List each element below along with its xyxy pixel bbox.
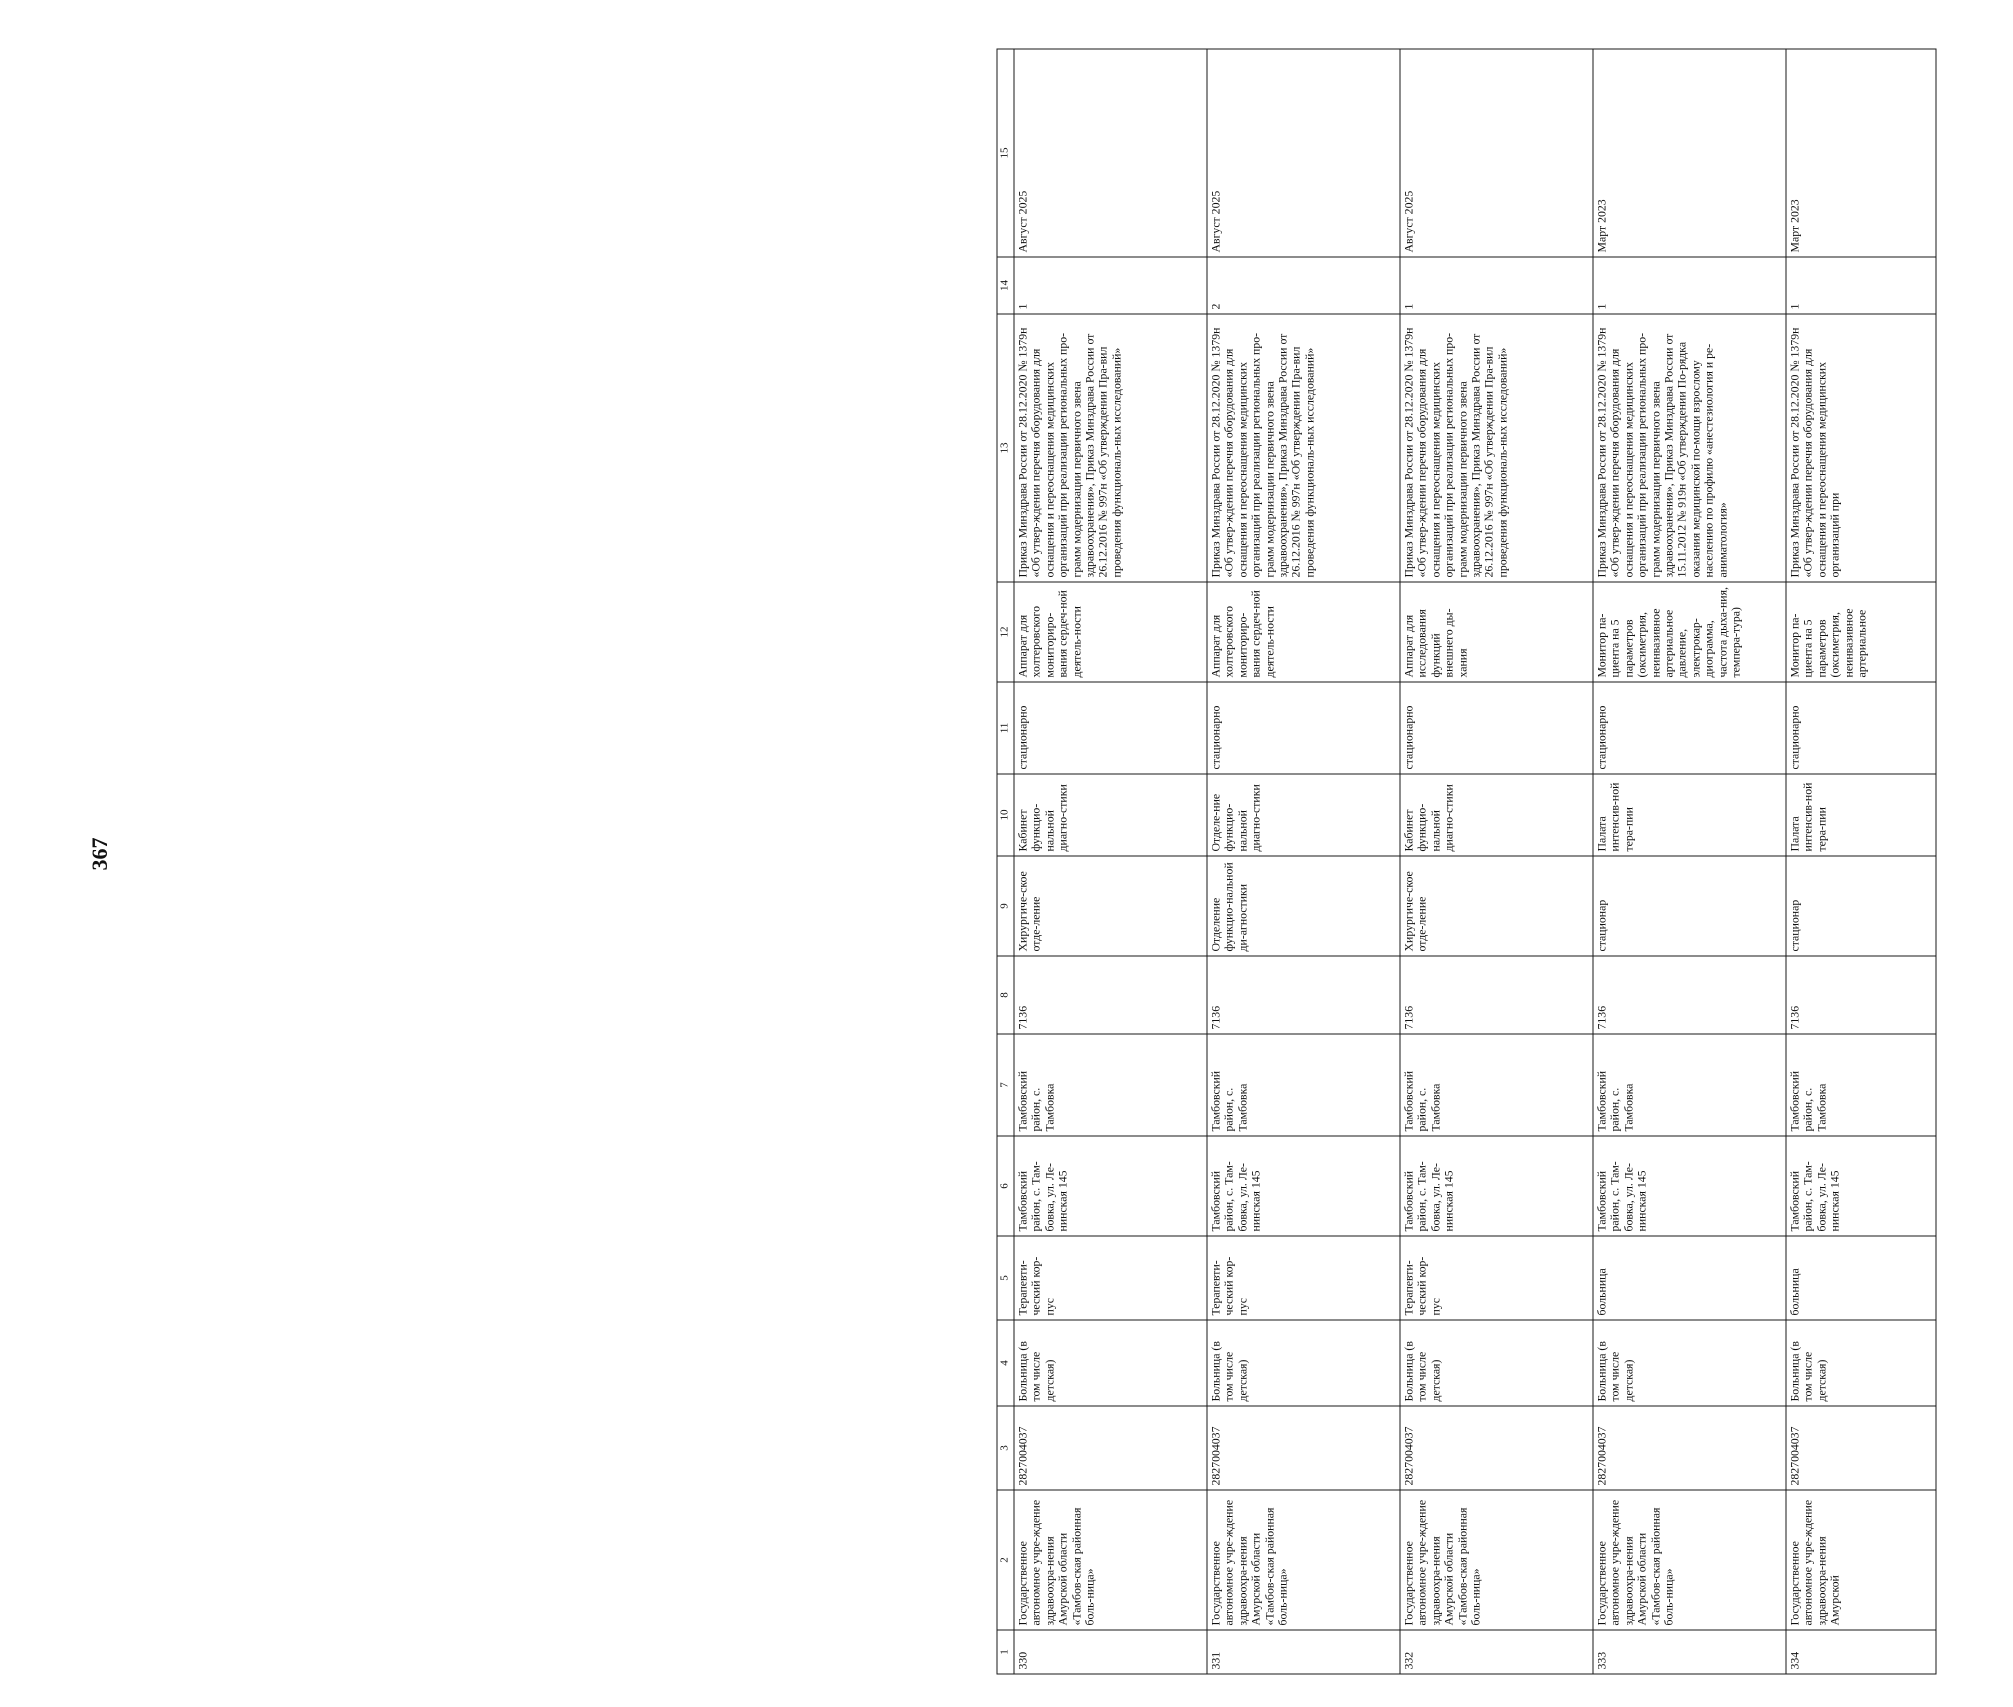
column-number: 6: [997, 1136, 1014, 1236]
cell-address: Тамбовский район, с. Там-бовка, ул. Ле-нинская 145: [1207, 1136, 1400, 1236]
cell-equipment: Аппарат для холтеровского мониториро-вания сердеч-ной деятель-ности: [1014, 582, 1207, 682]
cell-address: Тамбовский район, с. Там-бовка, ул. Ле-нинская 145: [1400, 1136, 1593, 1236]
cell-row-number: 333: [1593, 1630, 1786, 1674]
cell-building: Терапевти-ческий кор-пус: [1014, 1236, 1207, 1320]
cell-organization: Государственное автономное учре-ждение здравоохра-нения Амурской области «Тамбов-ская районная боль-ница»: [1400, 1490, 1593, 1630]
cell-quantity: 1: [1014, 257, 1207, 314]
cell-department: стационар: [1593, 856, 1786, 956]
column-number: 12: [997, 582, 1014, 682]
cell-locality: Тамбовский район, с. Тамбовка: [1400, 1034, 1593, 1136]
column-number: 11: [997, 682, 1014, 774]
cell-locality: Тамбовский район, с. Тамбовка: [1207, 1034, 1400, 1136]
cell-room: Палата интенсив-ной тера-пии: [1786, 774, 1936, 856]
cell-conditions: стационарно: [1014, 682, 1207, 774]
cell-room: Отделе-ние функцио-нальной диагно-стики: [1207, 774, 1400, 856]
cell-date: Август 2025: [1207, 49, 1400, 257]
column-number: 15: [997, 49, 1014, 257]
column-number: 13: [997, 314, 1014, 582]
cell-conditions: стационарно: [1400, 682, 1593, 774]
column-number: 7: [997, 1034, 1014, 1136]
table-row: [1786, 49, 1936, 1674]
cell-inn: 2827004037: [1014, 1406, 1207, 1490]
table-row: [1400, 49, 1593, 1674]
cell-row-number: 330: [1014, 1630, 1207, 1674]
cell-organization: Государственное автономное учре-ждение здравоохра-нения Амурской: [1786, 1490, 1936, 1630]
cell-equipment: Аппарат для исследования функций внешнего ды-хания: [1400, 582, 1593, 682]
cell-inn: 2827004037: [1593, 1406, 1786, 1490]
cell-quantity: 1: [1786, 257, 1936, 314]
table-row: [1014, 49, 1207, 1674]
column-number: 1: [997, 1630, 1014, 1674]
cell-code: 7136: [1014, 956, 1207, 1034]
cell-legal-basis: Приказ Минздрава России от 28.12.2020 № 1379н «Об утвер-ждении перечня оборудования для оснащения и переоснащения медицинских организаций при реализации региональных про-грамм модернизации первичного звена здравоохранения», Приказ Минздрава России от 26.12.2016 № 997н «Об утверждении Пра-вил проведения функциональ-ных исследований»: [1400, 314, 1593, 582]
cell-organization: Государственное автономное учре-ждение здравоохра-нения Амурской области «Тамбов-ская районная боль-ница»: [1593, 1490, 1786, 1630]
cell-quantity: 2: [1207, 257, 1400, 314]
column-number: 3: [997, 1406, 1014, 1490]
cell-equipment: Монитор па-циента на 5 параметров (оксиметрия, неинвазивное артериальное: [1786, 582, 1936, 682]
cell-room: Кабинет функцио-нальной диагно-стики: [1014, 774, 1207, 856]
cell-conditions: стационарно: [1593, 682, 1786, 774]
cell-organization: Государственное автономное учре-ждение здравоохра-нения Амурской области «Тамбов-ская районная боль-ница»: [1207, 1490, 1400, 1630]
cell-legal-basis: Приказ Минздрава России от 28.12.2020 № 1379н «Об утвер-ждении перечня оборудования для оснащения и переоснащения медицинских организаций при: [1786, 314, 1936, 582]
cell-address: Тамбовский район, с. Там-бовка, ул. Ле-нинская 145: [1786, 1136, 1936, 1236]
cell-address: Тамбовский район, с. Там-бовка, ул. Ле-нинская 145: [1014, 1136, 1207, 1236]
cell-quantity: 1: [1400, 257, 1593, 314]
cell-date: Август 2025: [1400, 49, 1593, 257]
column-number: 14: [997, 257, 1014, 314]
column-number: 2: [997, 1490, 1014, 1630]
cell-locality: Тамбовский район, с. Тамбовка: [1593, 1034, 1786, 1136]
cell-legal-basis: Приказ Минздрава России от 28.12.2020 № 1379н «Об утвер-ждении перечня оборудования для оснащения и переоснащения медицинских организаций при реализации региональных про-грамм модернизации первичного звена здравоохранения», Приказ Минздрава России от 26.12.2016 № 997н «Об утверждении Пра-вил проведения функциональ-ных исследований»: [1207, 314, 1400, 582]
column-number: 4: [997, 1320, 1014, 1406]
cell-conditions: стационарно: [1207, 682, 1400, 774]
column-number: 10: [997, 774, 1014, 856]
cell-conditions: стационарно: [1786, 682, 1936, 774]
cell-facility-type: Больница (в том числе детская): [1207, 1320, 1400, 1406]
table-row: [1207, 49, 1400, 1674]
header-row: [997, 49, 1014, 1674]
table-row: [1593, 49, 1786, 1674]
cell-row-number: 331: [1207, 1630, 1400, 1674]
cell-code: 7136: [1593, 956, 1786, 1034]
cell-equipment: Аппарат для холтеровского мониториро-вания сердеч-ной деятель-ности: [1207, 582, 1400, 682]
cell-quantity: 1: [1593, 257, 1786, 314]
cell-inn: 2827004037: [1400, 1406, 1593, 1490]
column-number: 8: [997, 956, 1014, 1034]
cell-facility-type: Больница (в том числе детская): [1014, 1320, 1207, 1406]
cell-code: 7136: [1207, 956, 1400, 1034]
cell-code: 7136: [1786, 956, 1936, 1034]
cell-inn: 2827004037: [1786, 1406, 1936, 1490]
cell-facility-type: Больница (в том числе детская): [1786, 1320, 1936, 1406]
cell-room: Кабинет функцио-нальной диагно-стики: [1400, 774, 1593, 856]
cell-organization: Государственное автономное учре-ждение здравоохра-нения Амурской области «Тамбов-ская районная боль-ница»: [1014, 1490, 1207, 1630]
cell-date: Март 2023: [1786, 49, 1936, 257]
cell-building: больница: [1786, 1236, 1936, 1320]
page-number: 367: [87, 837, 112, 871]
cell-date: Август 2025: [1014, 49, 1207, 257]
cell-date: Март 2023: [1593, 49, 1786, 257]
cell-building: Терапевти-ческий кор-пус: [1400, 1236, 1593, 1320]
cell-locality: Тамбовский район, с. Тамбовка: [1014, 1034, 1207, 1136]
rotated-table-sheet: [997, 50, 2013, 1675]
cell-legal-basis: Приказ Минздрава России от 28.12.2020 № 1379н «Об утвер-ждении перечня оборудования для оснащения и переоснащения медицинских организаций при реализации региональных про-грамм модернизации первичного звена здравоохранения», Приказ Минздрава России от 26.12.2016 № 997н «Об утверждении Пра-вил проведения функциональ-ных исследований»: [1014, 314, 1207, 582]
cell-building: больница: [1593, 1236, 1786, 1320]
equipment-table: [997, 49, 1937, 1675]
cell-department: Хирургиче-ское отде-ление: [1400, 856, 1593, 956]
cell-row-number: 332: [1400, 1630, 1593, 1674]
cell-row-number: 334: [1786, 1630, 1936, 1674]
cell-inn: 2827004037: [1207, 1406, 1400, 1490]
cell-department: Отделение функцио-нальной ди-агностики: [1207, 856, 1400, 956]
cell-room: Палата интенсив-ной тера-пии: [1593, 774, 1786, 856]
cell-department: Хирургиче-ское отде-ление: [1014, 856, 1207, 956]
cell-code: 7136: [1400, 956, 1593, 1034]
cell-locality: Тамбовский район, с. Тамбовка: [1786, 1034, 1936, 1136]
cell-equipment: Монитор па-циента на 5 параметров (оксиметрия, неинвазивное артериальное давление, электрокар-диограмма, частота дыха-ния, темпера-тура): [1593, 582, 1786, 682]
cell-address: Тамбовский район, с. Там-бовка, ул. Ле-нинская 145: [1593, 1136, 1786, 1236]
cell-building: Терапевти-ческий кор-пус: [1207, 1236, 1400, 1320]
cell-department: стационар: [1786, 856, 1936, 956]
cell-legal-basis: Приказ Минздрава России от 28.12.2020 № 1379н «Об утвер-ждении перечня оборудования для оснащения и переоснащения медицинских организаций при реализации региональных про-грамм модернизации первичного звена здравоохранения», Приказ Минздрава России от 15.11.2012 № 919н «Об утверждении По-рядка оказания медицинской по-мощи взрослому населению по профилю «анестезиология и ре-аниматология»: [1593, 314, 1786, 582]
column-number: 9: [997, 856, 1014, 956]
column-number: 5: [997, 1236, 1014, 1320]
cell-facility-type: Больница (в том числе детская): [1400, 1320, 1593, 1406]
cell-facility-type: Больница (в том числе детская): [1593, 1320, 1786, 1406]
